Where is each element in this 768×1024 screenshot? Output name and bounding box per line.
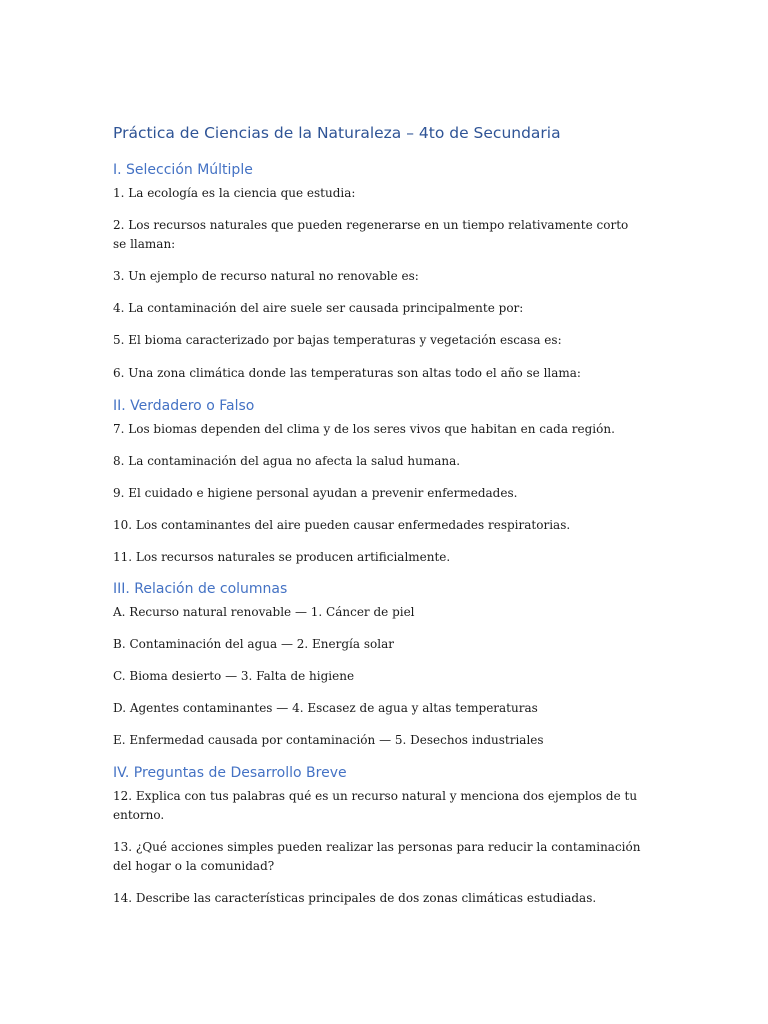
question-11: 11. Los recursos naturales se producen artificialmente. <box>113 550 451 564</box>
question-14: 14. Describe las características principales de dos zonas climáticas estudiadas. <box>113 891 597 905</box>
question-2: 2. Los recursos naturales que pueden regenerarse en un tiempo relativamente corto se llaman: <box>113 218 629 251</box>
matching-item-a: A. Recurso natural renovable — 1. Cáncer de piel <box>113 605 415 619</box>
matching-item-c: C. Bioma desierto — 3. Falta de higiene <box>113 669 355 683</box>
question-5: 5. El bioma caracterizado por bajas temperaturas y vegetación escasa es: <box>113 333 562 347</box>
question-1: 1. La ecología es la ciencia que estudia: <box>113 186 356 200</box>
question-9: 9. El cuidado e higiene personal ayudan a prevenir enfermedades. <box>113 486 518 500</box>
question-8: 8. La contaminación del agua no afecta la salud humana. <box>113 454 461 468</box>
section-heading-matching: III. Relación de columnas <box>113 581 288 597</box>
matching-item-b: B. Contaminación del agua — 2. Energía solar <box>113 637 394 651</box>
question-3: 3. Un ejemplo de recurso natural no renovable es: <box>113 269 419 283</box>
matching-item-e: E. Enfermedad causada por contaminación — 5. Desechos industriales <box>113 733 544 747</box>
section-heading-true-false: II. Verdadero o Falso <box>113 398 255 414</box>
question-4: 4. La contaminación del aire suele ser causada principalmente por: <box>113 301 524 315</box>
document-title: Práctica de Ciencias de la Naturaleza – 4to de Secundaria <box>113 124 561 142</box>
question-6: 6. Una zona climática donde las temperaturas son altas todo el año se llama: <box>113 366 581 380</box>
matching-item-d: D. Agentes contaminantes — 4. Escasez de agua y altas temperaturas <box>113 701 538 715</box>
question-10: 10. Los contaminantes del aire pueden causar enfermedades respiratorias. <box>113 518 571 532</box>
question-13: 13. ¿Qué acciones simples pueden realizar las personas para reducir la contaminación del hogar o la comunidad? <box>113 840 641 873</box>
section-heading-multiple-choice: I. Selección Múltiple <box>113 162 253 178</box>
section-heading-short-answer: IV. Preguntas de Desarrollo Breve <box>113 765 347 781</box>
question-7: 7. Los biomas dependen del clima y de los seres vivos que habitan en cada región. <box>113 422 615 436</box>
question-12: 12. Explica con tus palabras qué es un recurso natural y menciona dos ejemplos de tu entorno. <box>113 789 638 822</box>
